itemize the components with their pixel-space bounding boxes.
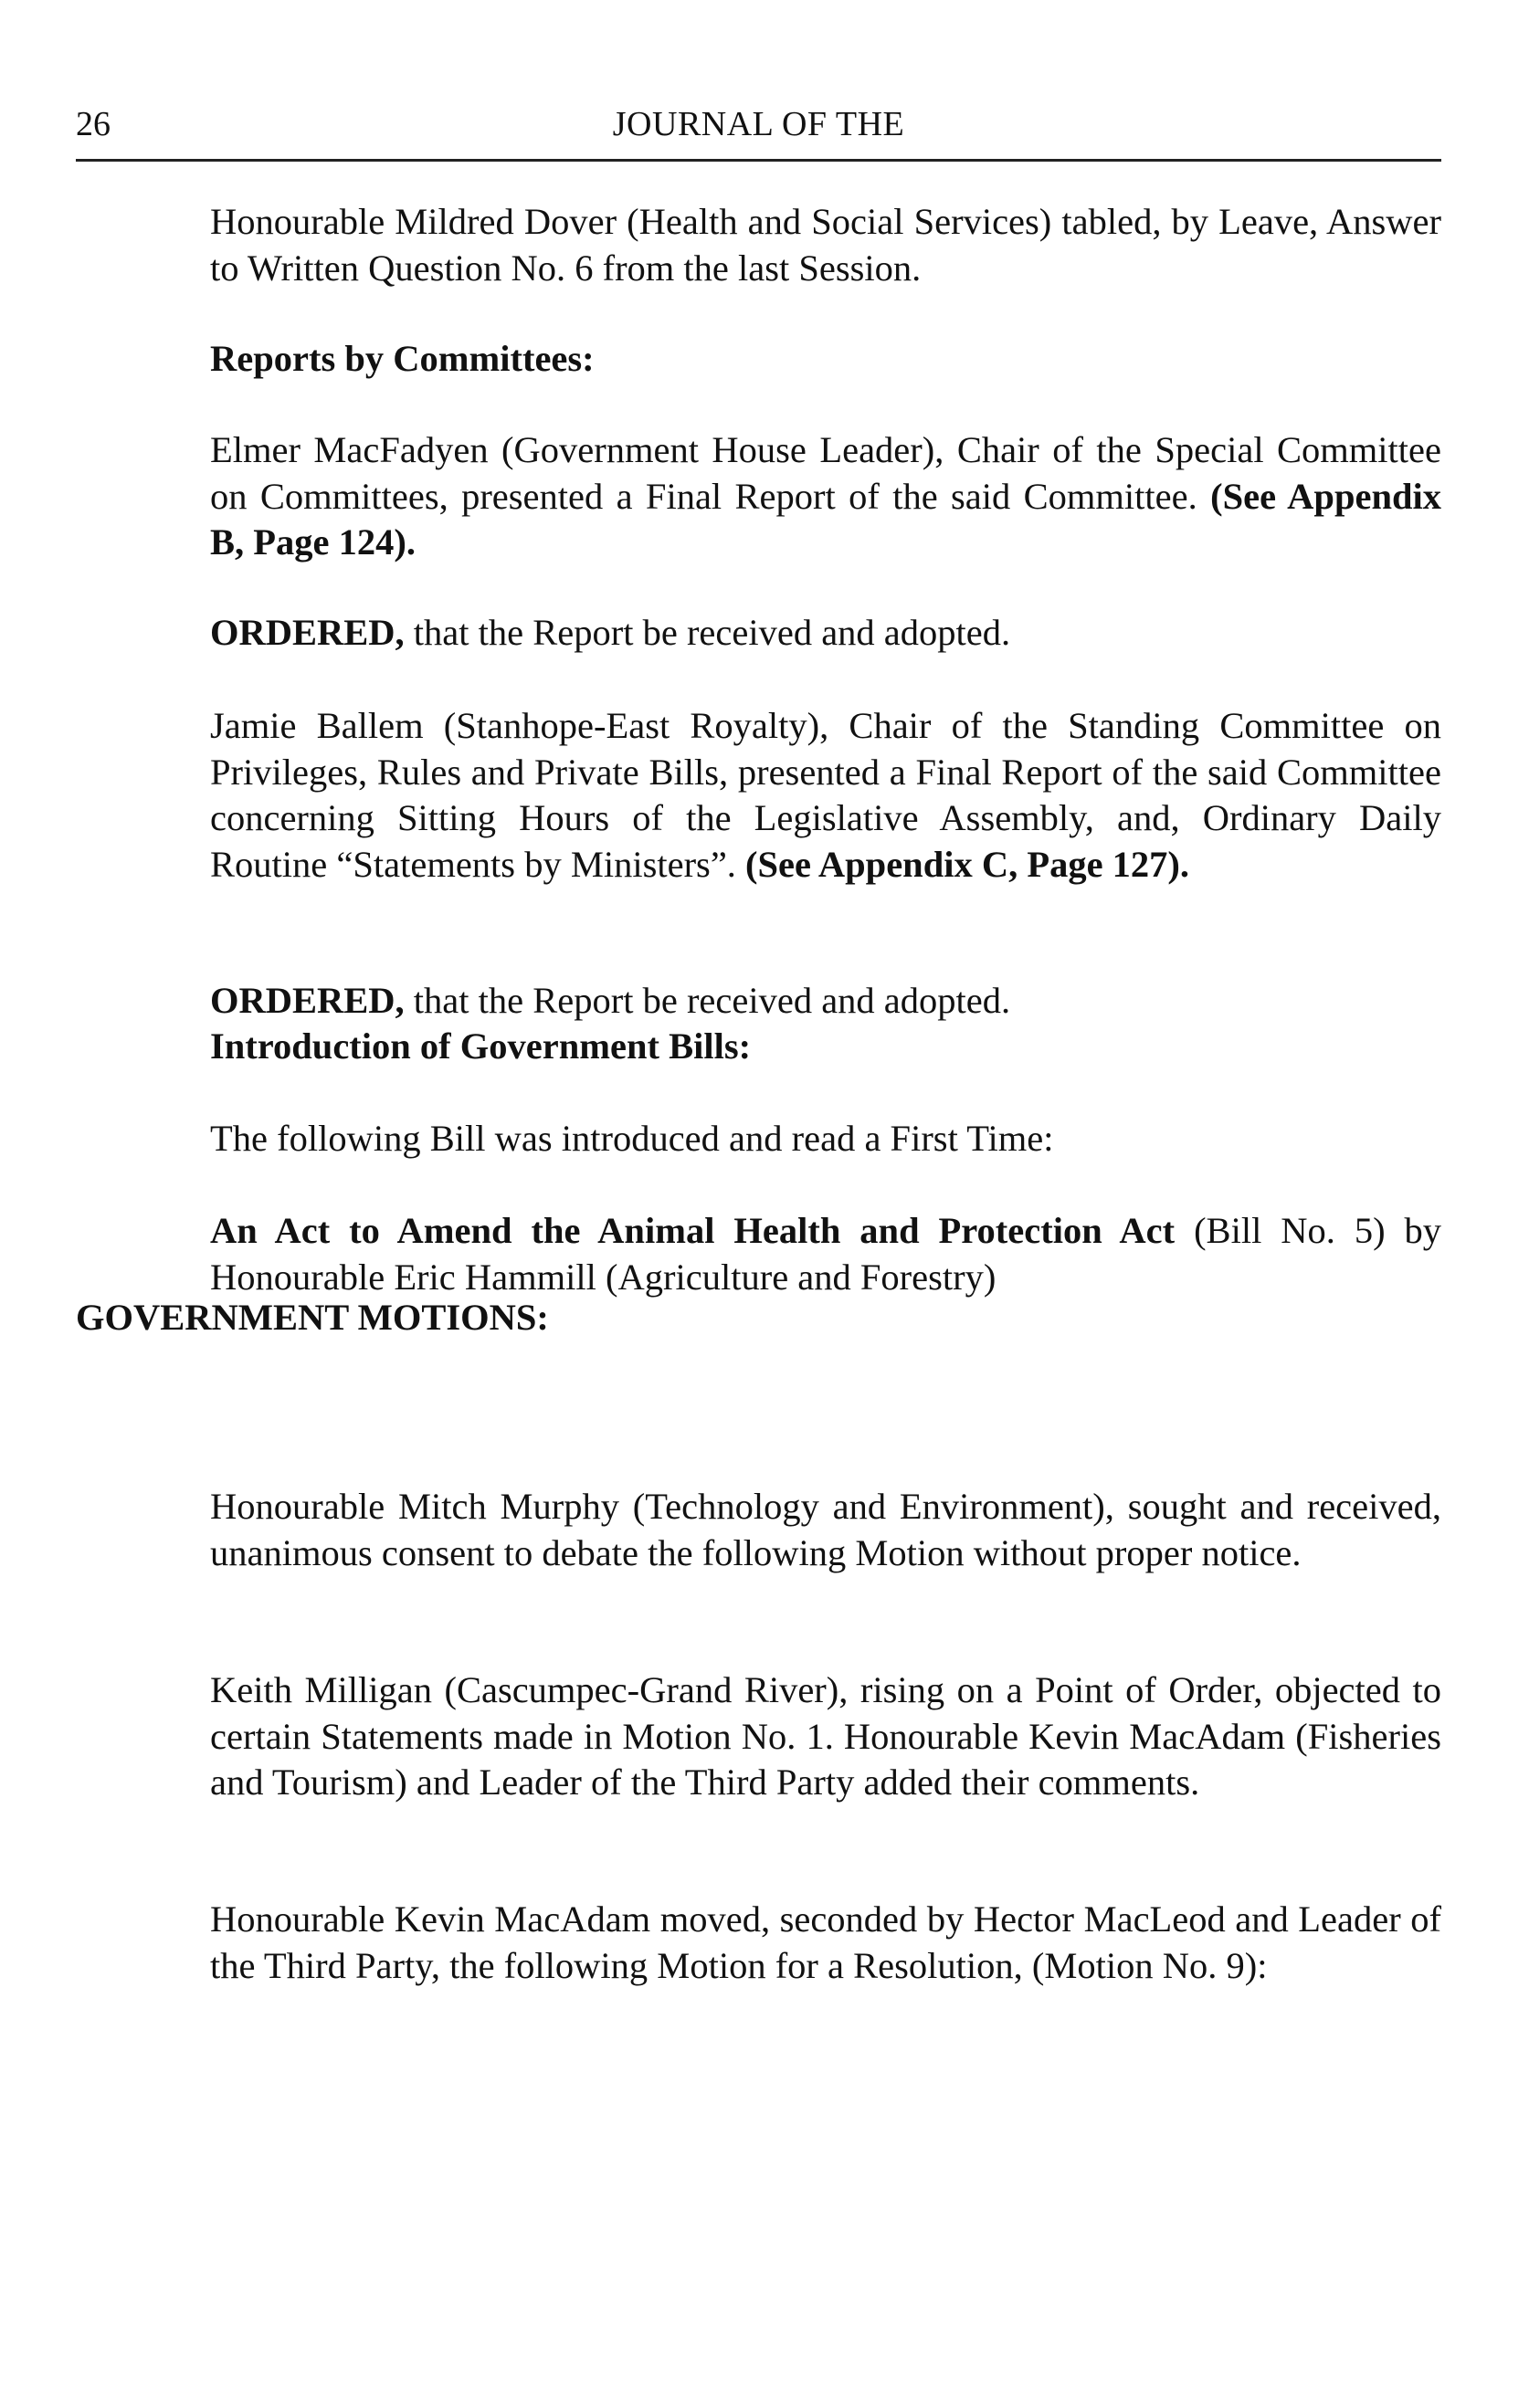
appendix-b-reference: (See Appendix B, Page 124). [210,475,1441,563]
bill-details: (Bill No. 5) by Honourable Eric Hammill (Agriculture and Forestry) [210,1210,1441,1298]
paragraph-motion-9: Honourable Kevin MacAdam moved, seconded by Hector MacLeod and Leader of the Third Party, the following Motion for a Resolution, (Motion No. 9): [210,1898,1441,1986]
journal-page [76,100,1441,1986]
heading-government-motions: GOVERNMENT MOTIONS: [76,1297,549,1338]
bill-title: An Act to Amend the Animal Health and Protection Act [210,1210,1176,1251]
paragraph-tabled-answer: Honourable Mildred Dover (Health and Social Services) tabled, by Leave, Answer to Written Question No. 6 from the last Session. [210,201,1441,289]
appendix-c-reference: (See Appendix C, Page 127). [745,843,1190,885]
ordered-label: ORDERED, [210,980,405,1021]
running-head: JOURNAL OF THE [612,105,905,143]
ordered-text: that the Report be received and adopted. [404,980,1011,1021]
paragraph-bill-introduced: The following Bill was introduced and read a First Time: [210,1118,1054,1159]
heading-introduction-of-government-bills: Introduction of Government Bills: [210,1025,752,1067]
paragraph-special-committee-report [210,427,1441,566]
standing-committee-report-text: Jamie Ballem (Stanhope-East Royalty), Chair of the Standing Committee on Privileges, Rules and Private Bills, presented a Final Report of the said Committee concerning Sitting Hours of the Legislative Assembly, and, Ordinary Daily Routine “Statements by Ministers”. [210,705,1441,885]
ordered-text: that the Report be received and adopted. [404,612,1011,653]
paragraph-ordered-1 [210,610,1441,657]
page-number: 26 [76,105,111,143]
heading-reports-by-committees: Reports by Committees: [210,338,595,379]
paragraph-ordered-2 [210,978,1441,1025]
paragraph-bill-5 [210,1208,1441,1300]
ordered-label: ORDERED, [210,612,405,653]
paragraph-unanimous-consent: Honourable Mitch Murphy (Technology and Environment), sought and received, unanimous consent to debate the following Motion without proper notice. [210,1486,1441,1573]
page-header [76,100,1441,162]
special-committee-report-text: Elmer MacFadyen (Government House Leader), Chair of the Special Committee on Committees, presented a Final Report of the said Committee. [210,429,1441,517]
paragraph-point-of-order: Keith Milligan (Cascumpec-Grand River), rising on a Point of Order, objected to certain Statements made in Motion No. 1. Honourable Kevin MacAdam (Fisheries and Tourism) and Leader of the Third Party added their comments. [210,1669,1441,1803]
paragraph-standing-committee-report [210,703,1441,888]
